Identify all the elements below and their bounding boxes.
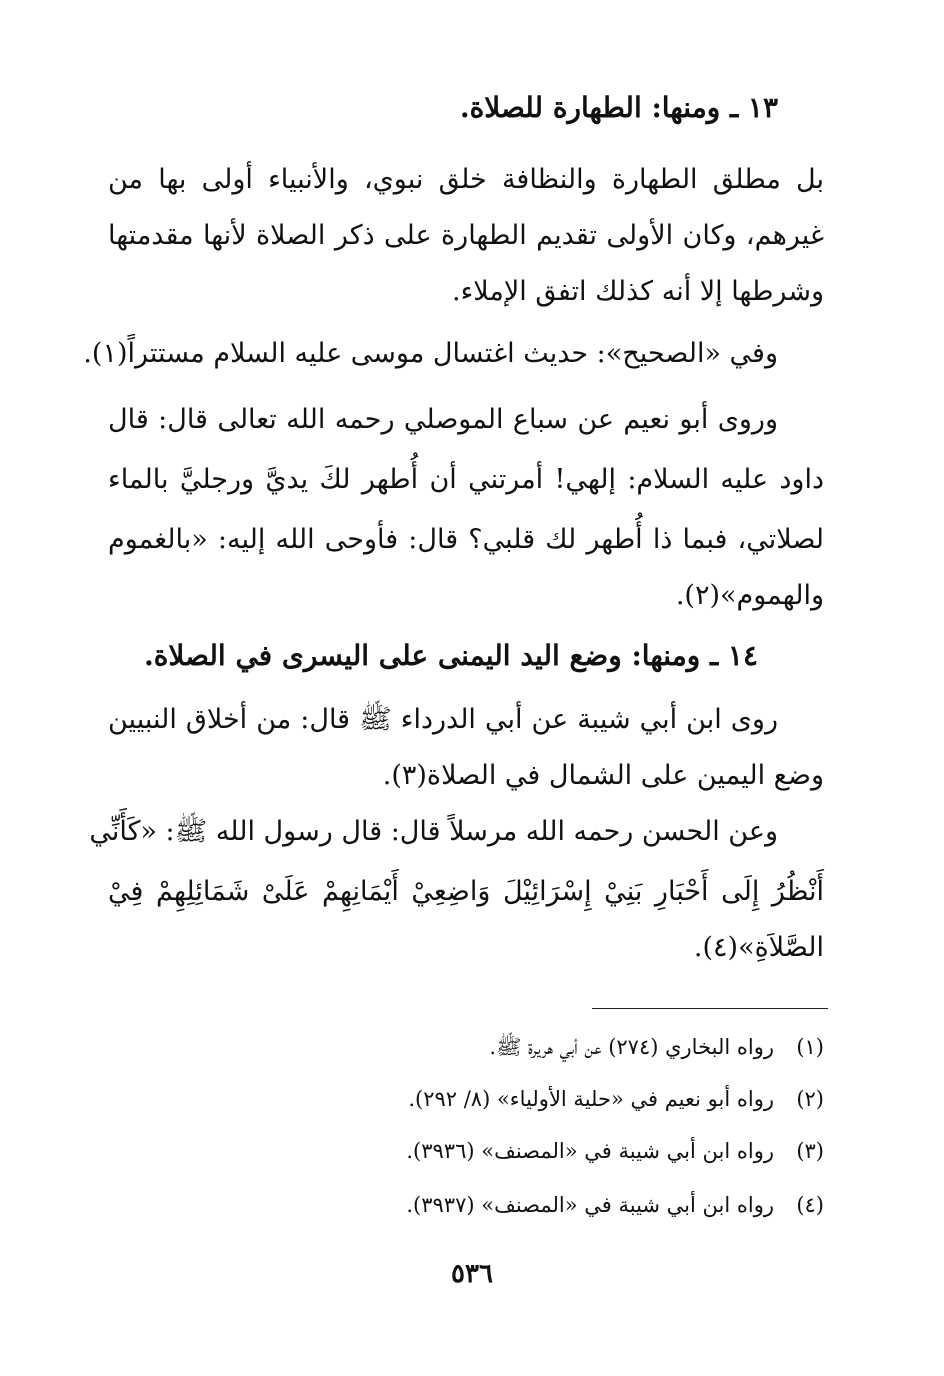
footnote-divider bbox=[592, 1008, 828, 1009]
footnote-text: رواه ابن أبي شيبة في «المصنف» (٣٩٣٧). bbox=[406, 1193, 774, 1217]
text-line: روى ابن أبي شيبة عن أبي الدرداء ﷺ قال: من أخلاق النبيين bbox=[108, 704, 778, 735]
footnote-text: رواه البخاري (٢٧٤) عن أبي هريرة ﷺ. bbox=[489, 1035, 774, 1059]
section-heading: ١٣ ـ ومنها: الطهارة للصلاة. bbox=[459, 91, 778, 124]
page-number: ٥٣٦ bbox=[451, 1259, 493, 1289]
footnote-text: رواه ابن أبي شيبة في «المصنف» (٣٩٣٦). bbox=[406, 1139, 774, 1163]
footnote bbox=[489, 1032, 824, 1062]
text-line: أَنْظُرُ إِلَى أَحْبَارِ بَنِيْ إِسْرَائِيْلَ وَاضِعِيْ أَيْمَانِهِمْ عَلَىْ شَمَائِلِهِمْ فِيْ bbox=[108, 876, 824, 907]
footnote bbox=[408, 1084, 824, 1114]
text-line: داود عليه السلام: إلهي! أمرتني أن أُطهر لكَ يديَّ ورجليَّ بالماء bbox=[108, 464, 824, 495]
text-line: وفي «الصحيح»: حديث اغتسال موسى عليه السلام مستتراً(١). bbox=[83, 338, 778, 369]
section-heading: ١٤ ـ ومنها: وضع اليد اليمنى على اليسرى في الصلاة. bbox=[143, 639, 758, 672]
text-line: وضع اليمين على الشمال في الصلاة(٣). bbox=[382, 760, 824, 791]
footnote-number: (٤) bbox=[796, 1193, 824, 1217]
footnote-number: (٣) bbox=[796, 1139, 824, 1163]
text-line: لصلاتي، فبما ذا أُطهر لك قلبي؟ قال: فأوحى الله إليه: «بالغموم bbox=[108, 524, 824, 555]
footnote bbox=[406, 1136, 824, 1166]
text-line: وشرطها إلا أنه كذلك اتفق الإملاء. bbox=[452, 276, 824, 307]
text-line: وروى أبو نعيم عن سباع الموصلي رحمه الله تعالى قال: قال bbox=[108, 404, 778, 435]
footnote-number: (١) bbox=[796, 1035, 824, 1059]
text-line: بل مطلق الطهارة والنظافة خلق نبوي، والأنبياء أولى بها من bbox=[108, 164, 824, 195]
text-line: غيرهم، وكان الأولى تقديم الطهارة على ذكر الصلاة لأنها مقدمتها bbox=[108, 220, 824, 251]
text-line: والهموم»(٢). bbox=[675, 580, 824, 611]
text-line: وعن الحسن رحمه الله مرسلاً قال: قال رسول الله ﷺ: «كَأَنِّي bbox=[89, 816, 778, 847]
text-line: الصَّلاَةِ»(٤). bbox=[693, 932, 824, 963]
footnote-number: (٢) bbox=[796, 1087, 824, 1111]
footnote-text: رواه أبو نعيم في «حلية الأولياء» (٨/ ٢٩٢). bbox=[408, 1087, 774, 1111]
footnote bbox=[406, 1190, 824, 1220]
